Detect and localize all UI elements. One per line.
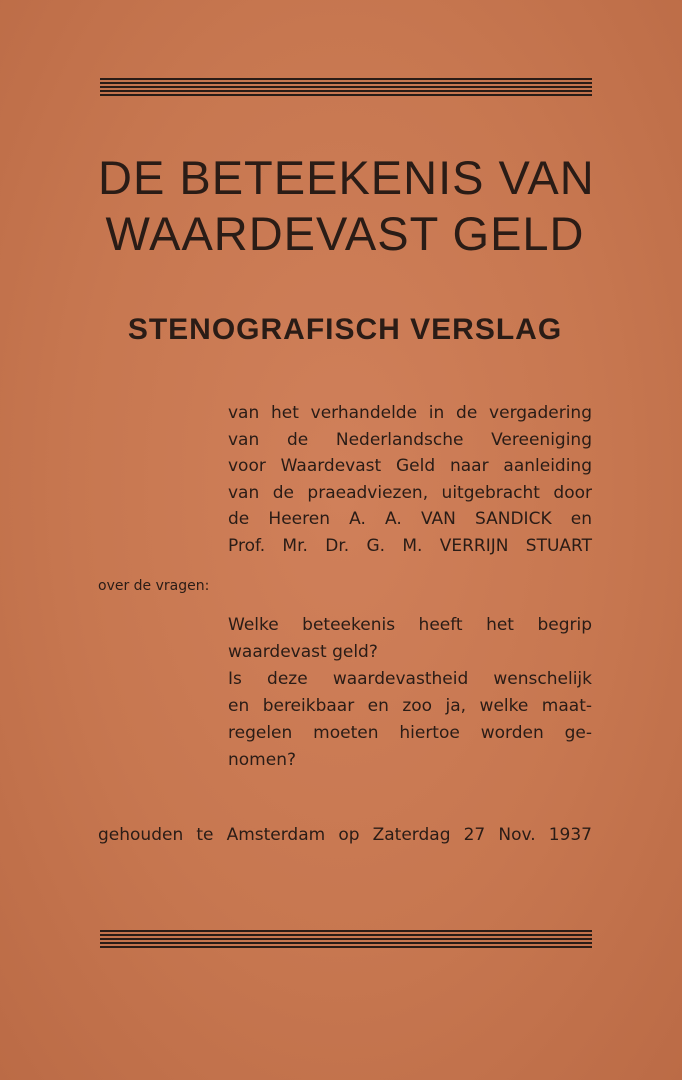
title-line-1: DE BETEEKENIS VAN — [98, 151, 595, 204]
intro-line: Prof. Mr. Dr. G. M. VERRIJN STUART — [228, 535, 592, 556]
questions-block — [228, 612, 592, 774]
question-line: waardevast geld? — [228, 642, 378, 662]
intro-line: van de praeadviezen, uitgebracht door — [228, 482, 592, 503]
intro-line: voor Waardevast Geld naar aanleiding — [228, 456, 592, 476]
meeting-date-line: gehouden te Amsterdam op Zaterdag 27 Nov. 1937 — [98, 825, 592, 845]
question-line: en bereikbaar en zoo ja, welke maat- — [228, 696, 592, 716]
intro-paragraph — [228, 400, 592, 559]
page-title — [98, 150, 595, 262]
question-line: regelen moeten hiertoe worden ge- — [228, 723, 592, 743]
question-line: Is deze waardevastheid wenschelijk — [228, 669, 592, 689]
subtitle: STENOGRAFISCH VERSLAG — [127, 313, 563, 346]
title-line-2: WAARDEVAST GELD — [105, 207, 585, 260]
question-line: Welke beteekenis heeft het begrip — [228, 615, 592, 635]
top-decorative-rule — [100, 78, 592, 98]
intro-line: de Heeren A. A. VAN SANDICK en — [228, 509, 592, 529]
bottom-decorative-rule — [100, 930, 592, 950]
questions-label: over de vragen: — [98, 578, 210, 594]
intro-line: van het verhandelde in de vergadering — [228, 403, 592, 423]
question-line: nomen? — [228, 750, 296, 770]
intro-line: van de Nederlandsche Vereeniging — [228, 429, 592, 450]
